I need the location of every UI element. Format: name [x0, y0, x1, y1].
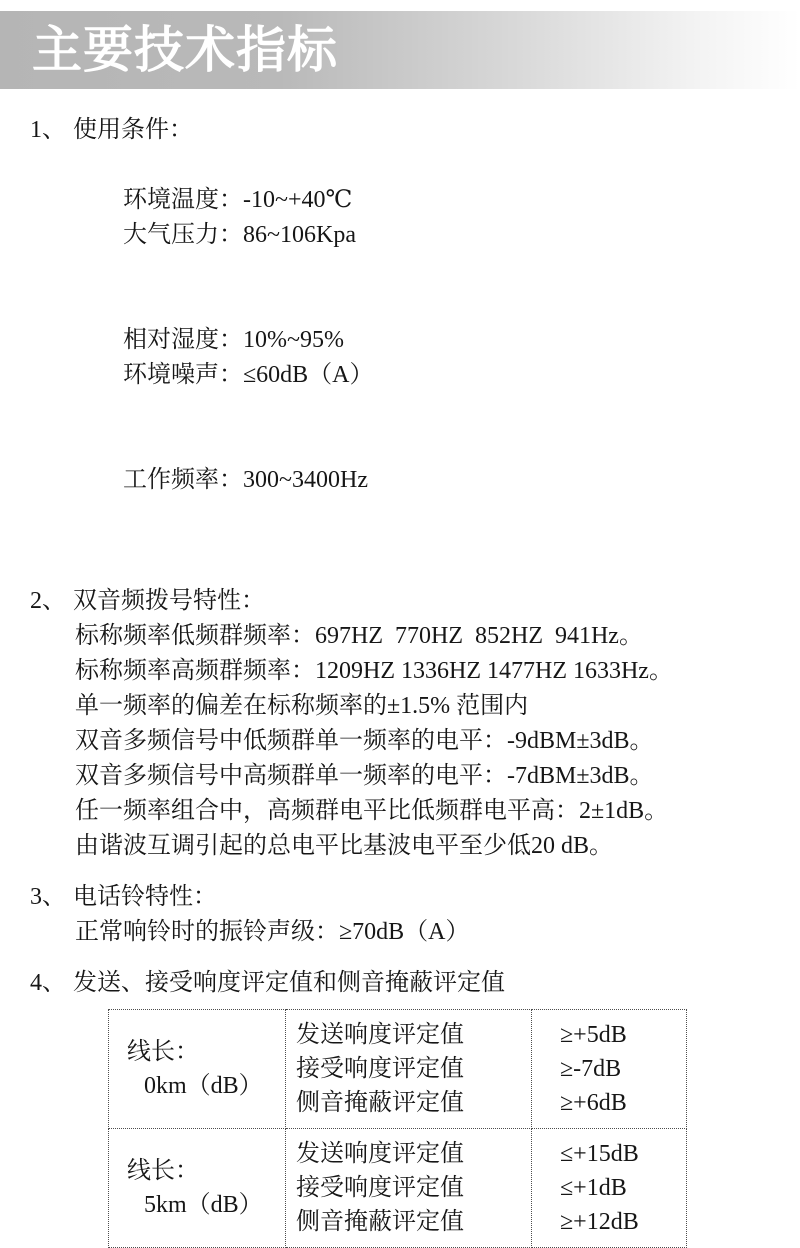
cell-values-0km — [532, 1010, 687, 1129]
cell-line-length-0km — [109, 1010, 286, 1129]
loudness-rating-table — [108, 1009, 687, 1248]
spec-line-high-group-level: 双音多频信号中高频群单一频率的电平：-7dBM±3dB。 — [75, 763, 654, 789]
page-title: 主要技术指标 — [32, 22, 338, 78]
cell-line-length-5km — [109, 1129, 286, 1248]
section-number: 1、 — [30, 117, 66, 143]
section-number: 2、 — [30, 588, 66, 614]
spec-line — [30, 148, 782, 288]
cell-metrics-5km — [286, 1129, 532, 1248]
section-title: 发送、接受响度评定值和侧音掩蔽评定值 — [73, 970, 505, 996]
line-length-label: 线长： — [127, 1039, 199, 1065]
spec-line-low-group-level: 双音多频信号中低频群单一频率的电平：-9dBM±3dB。 — [75, 728, 654, 754]
section-title: 双音频拨号特性： — [73, 588, 265, 614]
value-send-loudness: ≥+5dB — [560, 1022, 627, 1048]
section-number: 4、 — [30, 970, 66, 996]
metric-send-loudness: 发送响度评定值 — [296, 1141, 464, 1167]
spec-line-level-difference: 任一频率组合中，高频群电平比低频群电平高：2±1dB。 — [75, 798, 669, 824]
section-dtmf-dialing — [30, 584, 782, 864]
metric-send-loudness: 发送响度评定值 — [296, 1022, 464, 1048]
value-sidetone-masking: ≥+6dB — [560, 1090, 627, 1116]
metric-sidetone-masking: 侧音掩蔽评定值 — [296, 1090, 464, 1116]
section-heading — [30, 113, 782, 148]
line-length-value: 5km（dB） — [144, 1192, 263, 1218]
spec-line-freq-deviation: 单一频率的偏差在标称频率的±1.5% 范围内 — [75, 693, 529, 719]
table-row-0km — [109, 1010, 687, 1129]
spec-item-humidity: 相对湿度：10%~95% — [123, 327, 344, 353]
spec-item-noise: 环境噪声：≤60dB（A） — [123, 362, 374, 388]
spec-line-ring-level: 正常响铃时的振铃声级：≥70dB（A） — [75, 919, 470, 945]
content — [0, 113, 800, 1248]
section-loudness-ratings — [30, 966, 782, 1248]
spec-item-air-pressure: 大气压力：86~106Kpa — [123, 222, 356, 248]
section-title: 电话铃特性： — [73, 884, 217, 910]
value-sidetone-masking: ≥+12dB — [560, 1209, 639, 1235]
metric-sidetone-masking: 侧音掩蔽评定值 — [296, 1209, 464, 1235]
section-number: 3、 — [30, 884, 66, 910]
line-length-label: 线长： — [127, 1158, 199, 1184]
metric-receive-loudness: 接受响度评定值 — [296, 1175, 464, 1201]
section-ring-characteristics — [30, 880, 782, 950]
section-usage-conditions — [30, 113, 782, 568]
metric-receive-loudness: 接受响度评定值 — [296, 1056, 464, 1082]
header-banner — [0, 11, 800, 89]
document-page — [0, 11, 800, 1248]
spec-line — [30, 288, 782, 428]
line-length-value: 0km（dB） — [144, 1073, 263, 1099]
section-heading — [30, 880, 782, 915]
spec-line-low-group-freq: 标称频率低频群频率：697HZ 770HZ 852HZ 941Hz。 — [75, 623, 643, 649]
spec-line — [30, 428, 782, 568]
spec-item-temperature: 环境温度：-10~+40℃ — [123, 187, 353, 213]
spec-line-high-group-freq: 标称频率高频群频率：1209HZ 1336HZ 1477HZ 1633Hz。 — [75, 658, 673, 684]
section-title: 使用条件： — [73, 117, 193, 143]
table-row-5km — [109, 1129, 687, 1248]
spec-line-harmonic-level: 由谐波互调引起的总电平比基波电平至少低20 dB。 — [75, 833, 614, 859]
value-receive-loudness: ≤+1dB — [560, 1175, 627, 1201]
cell-values-5km — [532, 1129, 687, 1248]
value-receive-loudness: ≥-7dB — [560, 1056, 622, 1082]
cell-metrics-0km — [286, 1010, 532, 1129]
section-heading — [30, 584, 782, 619]
section-heading — [30, 966, 782, 1001]
value-send-loudness: ≤+15dB — [560, 1141, 639, 1167]
spec-item-frequency: 工作频率：300~3400Hz — [123, 467, 368, 493]
